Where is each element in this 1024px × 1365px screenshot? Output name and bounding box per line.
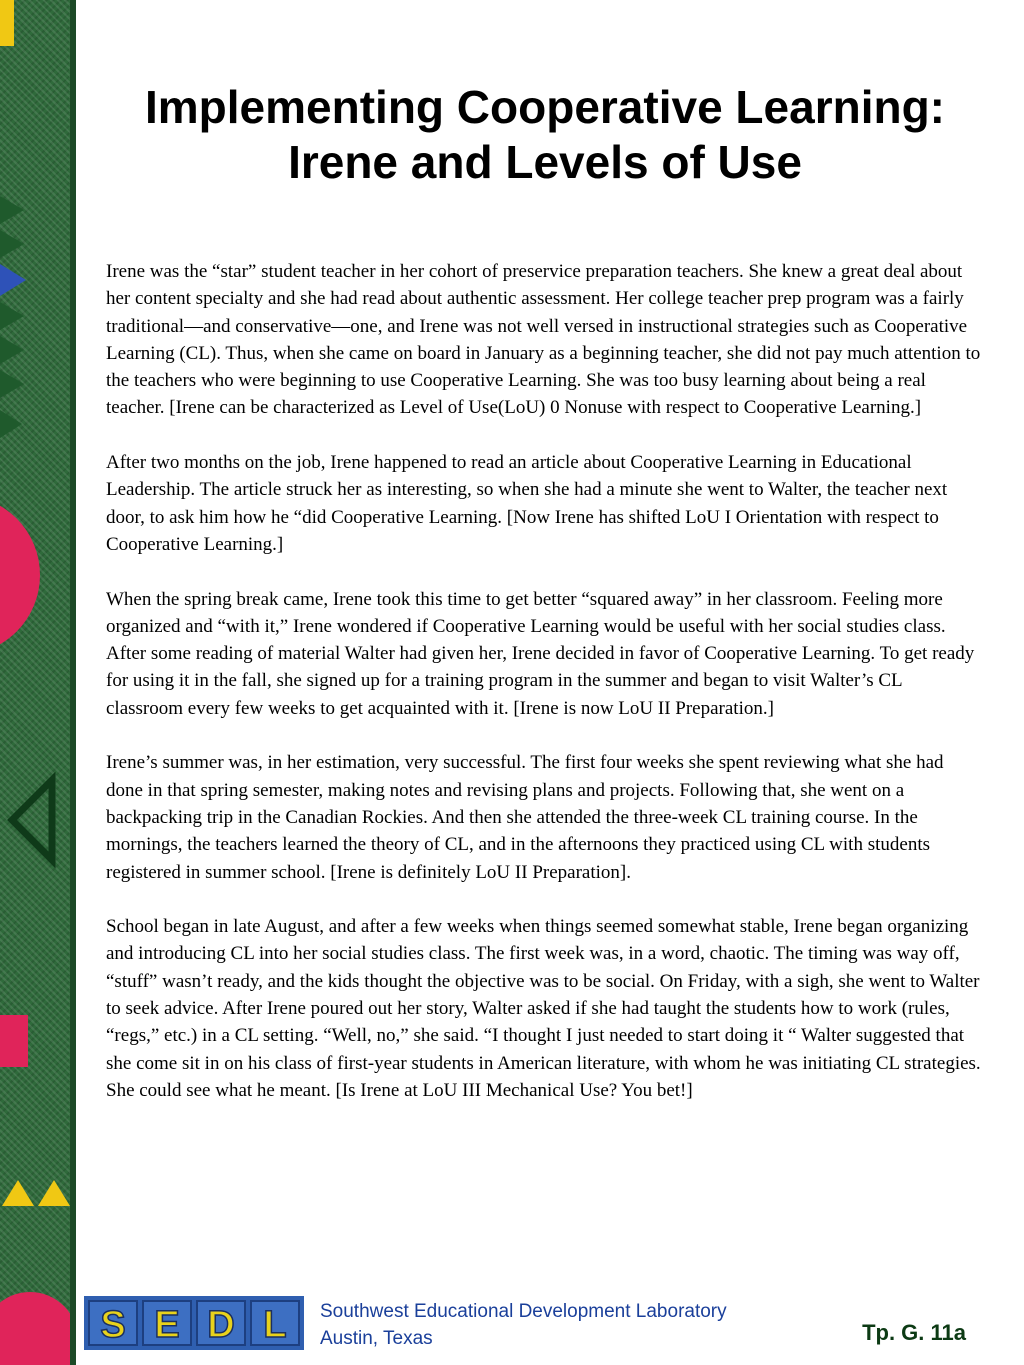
footer-org-location: Austin, Texas — [320, 1328, 433, 1349]
sedl-logo — [84, 1296, 304, 1350]
paragraph-2: After two months on the job, Irene happened to read an article about Cooperative Learning in Educational Leadership. The article struck her as interesting, so when she had a minute she went to Walter, the teacher next door, to ask him how he “did Cooperative Learning. [Now Irene has shifted LoU I Orientation with respect to Cooperative Learning.] — [106, 452, 948, 555]
logo-letter: D — [207, 1304, 235, 1343]
page-number-label: Tp. G. 11a — [862, 1320, 966, 1345]
logo-tile — [88, 1300, 138, 1346]
triangle-shape-blue — [0, 264, 26, 296]
decorative-sidebar — [0, 0, 76, 1365]
logo-tile — [250, 1300, 300, 1346]
logo-letter: S — [100, 1304, 126, 1343]
pink-square-shape — [0, 1015, 28, 1067]
logo-tile — [196, 1300, 246, 1346]
footer-organization — [320, 1298, 727, 1352]
pink-circle-shape-bottom — [0, 1292, 76, 1365]
sidebar-edge — [70, 0, 76, 1365]
paragraph-5: School began in late August, and after a few weeks when things seemed somewhat stable, Irene began organizing and introducing CL into her social studies class. The first week was, in a word, chaotic. The timing was way off, “stuff” wasn’t ready, and the kids thought the objective was to be social. On Friday, with a sigh, she went to Walter to seek advice. After Irene poured out her story, Walter asked if she had taught the students how to work (rules, “regs,” etc.) in a CL setting. “Well, no,” she said. “I thought I just needed to start doing it “ Walter suggested that she come sit in on his class of first-year students in American literature, with whom he was initiating CL strategies. She could see what he meant. [Is Irene at LoU III Mechanical Use? You bet!] — [106, 916, 981, 1101]
diamond-outline-shape — [12, 780, 52, 860]
triangle-shape — [0, 196, 24, 224]
story-body — [106, 258, 982, 1132]
sidebar-pattern — [0, 0, 76, 1365]
yellow-triangle-shape — [38, 1180, 70, 1206]
yellow-bar-shape — [0, 0, 14, 46]
triangle-shape — [0, 336, 24, 364]
logo-tile — [142, 1300, 192, 1346]
paragraph-3: When the spring break came, Irene took this time to get better “squared away” in her classroom. Feeling more organized and “with it,” Irene wondered if Cooperative Learning would be useful with her social studies class. After some reading of material Walter had given her, Irene decided in favor of Cooperative Learning. To get ready for using it in the fall, she signed up for a training program in the summer and began to visit Walter’s CL classroom every few weeks to get acquainted with it. [Irene is now LoU II Preparation.] — [106, 588, 975, 719]
paragraph-4: Irene’s summer was, in her estimation, very successful. The first four weeks she spent reviewing what she had done in that spring semester, making notes and revising plans and projects. Following that, she went on a backpacking trip in the Canadian Rockies. And then she attended the three-week CL training course. In the mornings, the teachers learned the theory of CL, and in the afternoons they practiced using CL with students registered in summer school. [Irene is definitely LoU II Preparation]. — [106, 752, 944, 883]
paragraph-1: Irene was the “star” student teacher in her cohort of preservice preparation teachers. She knew a great deal about her content specialty and she had read about authentic assessment. Her college teacher prep program was a fairly traditional—and conservative—one, and Irene was not well versed in instructional strategies such as Cooperative Learning (CL). Thus, when she came on board in January as a beginning teacher, she did not pay much attention to the teachers who were beginning to use Cooperative Learning. She was too busy learning about being a real teacher. [Irene can be characterized as Level of Use(LoU) 0 Nonuse with respect to Cooperative Learning.] — [106, 261, 981, 419]
logo-letter: L — [263, 1304, 287, 1343]
triangle-shape — [0, 302, 24, 330]
footer-org-name: Southwest Educational Development Laboratory — [320, 1301, 727, 1322]
logo-letter: E — [154, 1304, 180, 1343]
triangle-shape — [0, 410, 22, 438]
pink-circle-shape — [0, 495, 40, 655]
yellow-triangle-shape — [2, 1180, 34, 1206]
page-title: Implementing Cooperative Learning: Irene and Levels of Use — [145, 81, 945, 188]
triangle-shape — [0, 370, 24, 398]
triangle-shape — [0, 230, 24, 258]
